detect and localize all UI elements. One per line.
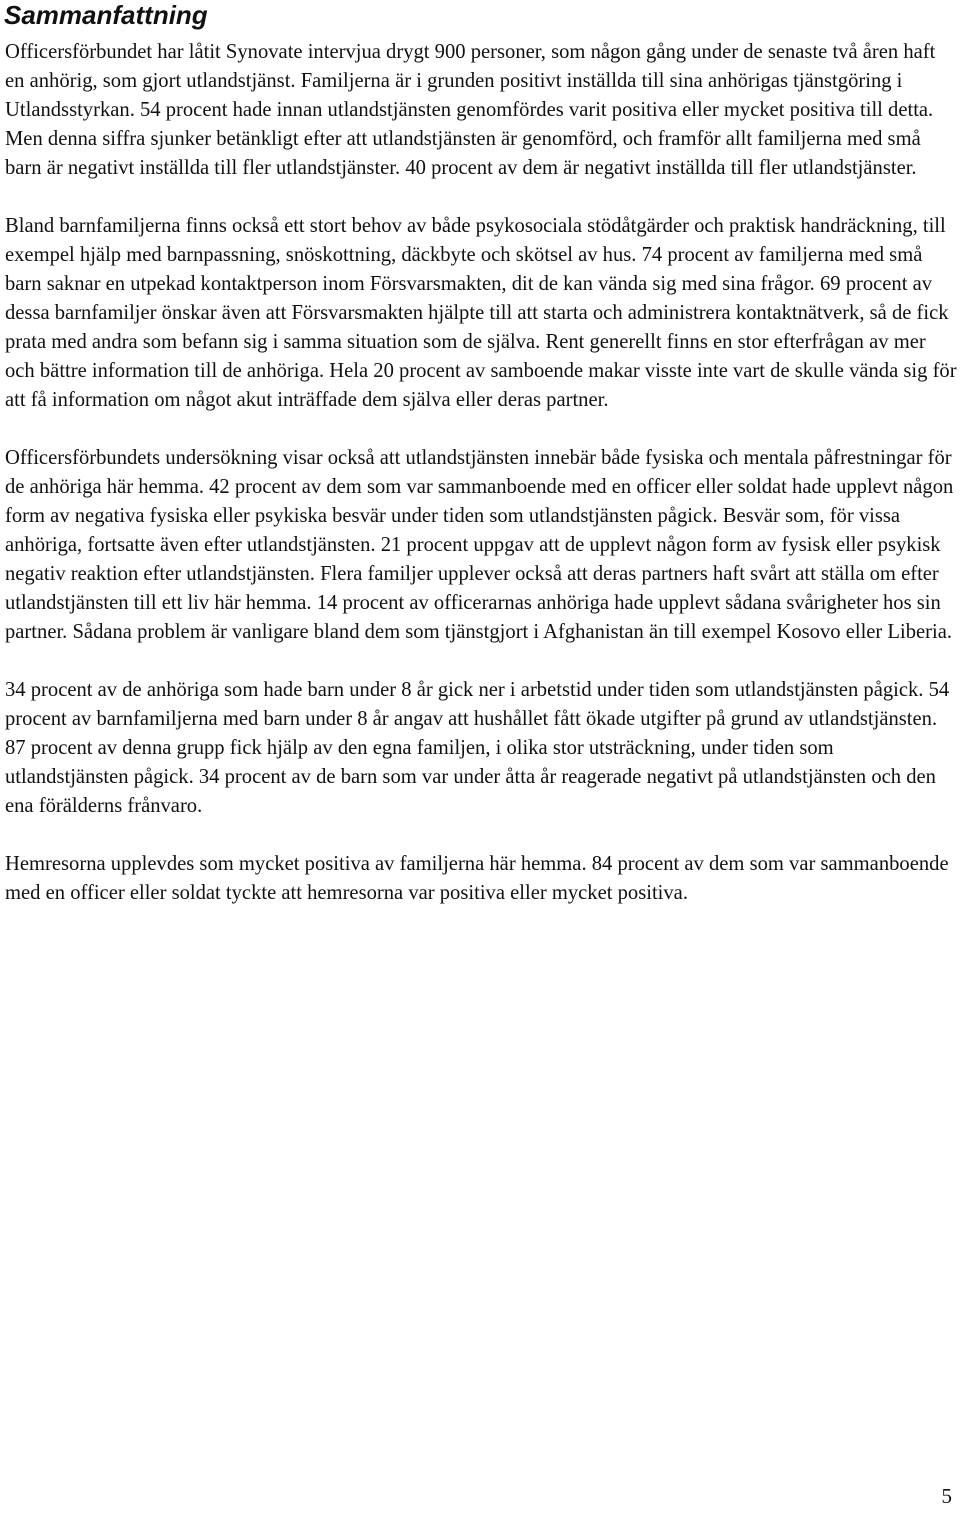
- paragraph-5: Hemresorna upplevdes som mycket positiva av familjerna här hemma. 84 procent av dem som var sammanboende med en officer eller soldat tyckte att hemresorna var positiva eller mycket positiva.: [5, 853, 949, 904]
- paragraph-4: 34 procent av de anhöriga som hade barn under 8 år gick ner i arbetstid under tiden som utlandstjänsten pågick. 54 procent av barnfamiljerna med barn under 8 år angav att hushållet fått ökade utgifter på grund av utlandstjänsten. 87 procent av denna grupp fick hjälp av den egna familjen, i olika stor utsträckning, under tiden som utlandstjänsten pågick. 34 procent av de barn som var under åtta år reagerade negativt på utlandstjänsten och den ena förälderns frånvaro.: [5, 679, 950, 817]
- paragraph-3: Officersförbundets undersökning visar också att utlandstjänsten innebär både fysiska och mentala påfrestningar för de anhöriga här hemma. 42 procent av dem som var sammanboende med en officer eller soldat hade upplevt någon form av negativa fysiska eller psykiska besvär under tiden som utlandstjänsten pågick. Besvär som, för vissa anhöriga, fortsatte även efter utlandstjänsten. 21 procent uppgav att de upplevt någon form av fysisk eller psykisk negativ reaktion efter utlandstjänsten. Flera familjer upplever också att deras partners haft svårt att ställa om efter utlandstjänsten till ett liv här hemma. 14 procent av officerarnas anhöriga hade upplevt sådana svårigheter hos sin partner. Sådana problem är vanligare bland dem som tjänstgjort i Afghanistan än till exempel Kosovo eller Liberia.: [5, 447, 954, 643]
- section-heading: Sammanfattning: [4, 0, 208, 30]
- paragraph-1: Officersförbundet har låtit Synovate intervjua drygt 900 personer, som någon gång under de senaste två åren haft en anhörig, som gjort utlandstjänst. Familjerna är i grunden positivt inställda till sina anhörigas tjänstgöring i Utlandsstyrkan. 54 procent hade innan utlandstjänsten genomfördes varit positiva eller mycket positiva till detta. Men denna siffra sjunker betänkligt efter att utlandstjänsten är genomförd, och framför allt familjerna med små barn är negativt inställda till fler utlandstjänster. 40 procent av dem är negativt inställda till fler utlandstjänster.: [5, 41, 936, 179]
- paragraph-2: Bland barnfamiljerna finns också ett stort behov av både psykosociala stödåtgärder och praktisk handräckning, till exempel hjälp med barnpassning, snöskottning, däckbyte och skötsel av hus. 74 procent av familjerna med små barn saknar en utpekad kontaktperson inom Försvarsmakten, dit de kan vända sig med sina frågor. 69 procent av dessa barnfamiljer önskar även att Försvarsmakten hjälpte till att starta och administrera kontaktnätverk, så de fick prata med andra som befann sig i samma situation som de själva. Rent generellt finns en stor efterfrågan av mer och bättre information till de anhöriga. Hela 20 procent av samboende makar visste inte vart de skulle vända sig för att få information om något akut inträffade dem själva eller deras partner.: [5, 215, 957, 411]
- body-text: [5, 38, 957, 937]
- page-number: 5: [941, 1484, 952, 1508]
